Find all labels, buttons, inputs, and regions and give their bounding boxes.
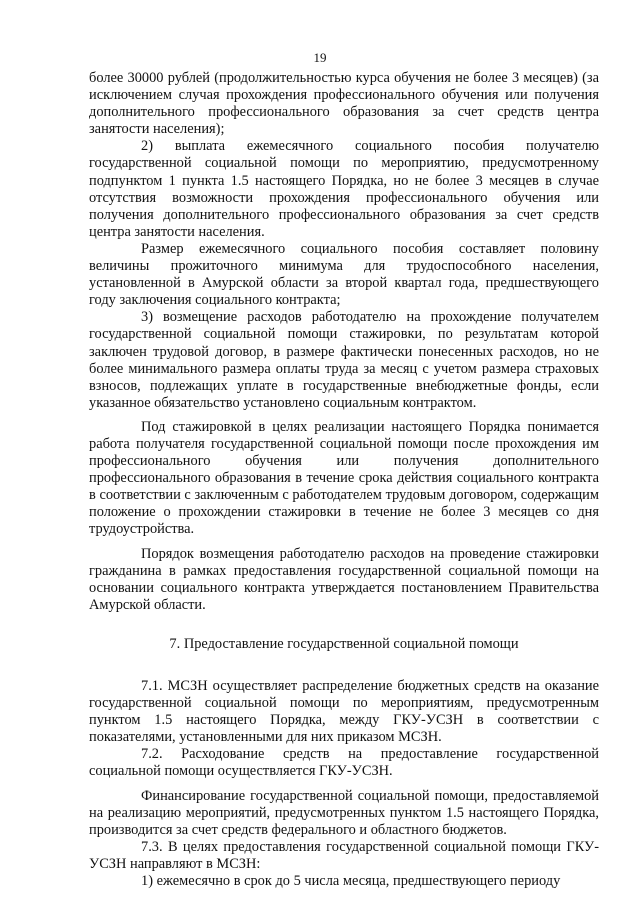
paragraph-7-3: 7.3. В целях предоставления государственной социальной помощи ГКУ-УСЗН направляют в МСЗН: — [89, 838, 599, 872]
document-body — [89, 70, 599, 890]
paragraph-internship-definition: Под стажировкой в целях реализации настоящего Порядка понимается работа получателя государственной социальной помощи после прохождения им профессионального обучения или получения дополнительного профессионального образования в течение срока действия социального контракта в соответствии с заключенным с работодателем трудовым договором, содержащим положение о прохождении стажировки в течение не более 3 месяцев со дня трудоустройства. — [89, 418, 599, 538]
paragraph-financing: Финансирование государственной социальной помощи, предоставляемой на реализацию мероприятий, предусмотренных пунктом 1.5 настоящего Порядка, производится за счет средств федерального и областного бюджетов. — [89, 787, 599, 838]
paragraph-item-2: 2) выплата ежемесячного социального пособия получателю государственной социальной помощи по мероприятию, предусмотренному подпунктом 1 пункта 1.5 настоящего Порядка, но не более 3 месяцев в случае отсутствия возможности прохождения профессионального обучения или получения дополнительного профессионального образования за счет средств центра занятости населения. — [89, 138, 599, 240]
paragraph-item-3: 3) возмещение расходов работодателю на прохождение получателем государственной социальной помощи стажировки, по результатам которой заключен трудовой договор, в размере фактически понесенных расходов, но не более минимального размера оплаты труда за месяц с учетом размера страховых взносов, подлежащих уплате в государственные внебюджетные фонды, если указанное обязательство установлено социальным контрактом. — [89, 309, 599, 411]
paragraph-7-1: 7.1. МСЗН осуществляет распределение бюджетных средств на оказание государственной социальной помощи по мероприятиям, предусмотренным пунктом 1.5 настоящего Порядка, между ГКУ-УСЗН в соответствии с показателями, установленными для них приказом МСЗН. — [89, 678, 599, 746]
paragraph-allowance-size: Размер ежемесячного социального пособия составляет половину величины прожиточного минимума для трудоспособного населения, установленной в Амурской области за второй квартал года, предшествующего году заключения социального контракта; — [89, 240, 599, 309]
paragraph-continuation: более 30000 рублей (продолжительностью курса обучения не более 3 месяцев) (за исключением случая прохождения профессионального обучения или получения дополнительного профессионального образования за счет средств центра занятости населения); — [89, 70, 599, 138]
paragraph-7-3-item-1: 1) ежемесячно в срок до 5 числа месяца, предшествующего периоду — [141, 873, 561, 890]
page-number: 19 — [313, 50, 327, 65]
paragraph-reimbursement-procedure: Порядок возмещения работодателю расходов на проведение стажировки гражданина в рамках предоставления государственной социальной помощи на основании социального контракта утверждается постановлением Правительства Амурской области. — [89, 545, 599, 613]
paragraph-7-2: 7.2. Расходование средств на предоставление государственной социальной помощи осуществляется ГКУ-УСЗН. — [89, 746, 599, 780]
section-heading: 7. Предоставление государственной социальной помощи — [169, 635, 519, 652]
